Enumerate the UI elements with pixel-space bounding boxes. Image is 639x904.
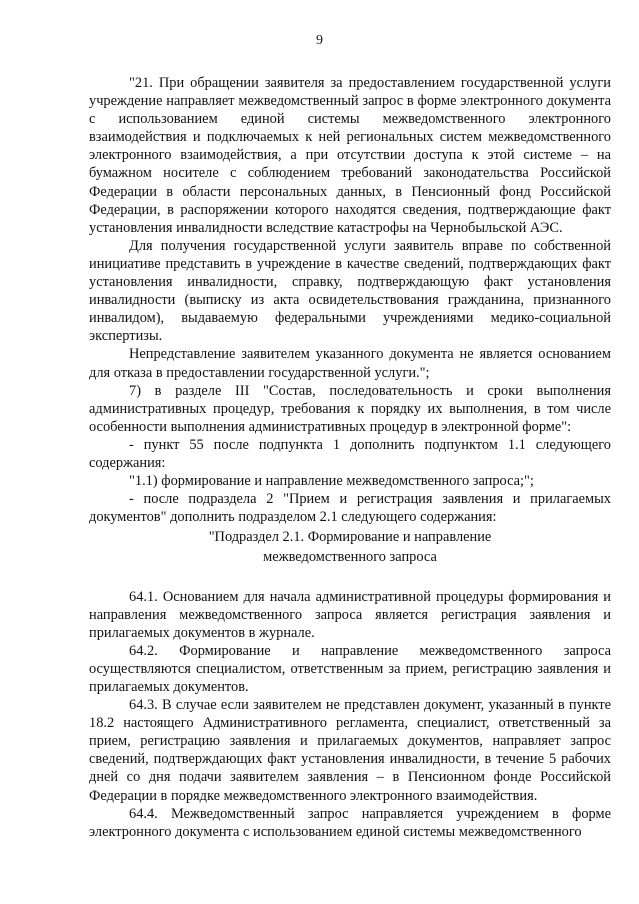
paragraph-64-3: 64.3. В случае если заявителем не представлен документ, указанный в пункте 18.2 настоящего Административного регламента, специалист, ответственный за прием, регистрацию заявления и прилагаемых документов, направляет запрос сведений, подтверждающих факт установления инвалидности, в течение 5 рабочих дней со дня подачи заявителем заявления – в Пенсионном фонде Российской Федерации в порядке межведомственного электронного взаимодействия.	[89, 697, 611, 804]
paragraph-subpoint-1-1: "1.1) формирование и направление межведомственного запроса;";	[129, 473, 534, 490]
subsection-heading-line-2: межведомственного запроса	[263, 549, 437, 566]
subsection-heading-line-1: "Подраздел 2.1. Формирование и направление	[208, 529, 492, 546]
page-number: 9	[316, 33, 323, 48]
paragraph-after-subsection-2: - после подраздела 2 "Прием и регистрация заявления и прилагаемых документов" дополнить подразделом 2.1 следующего содержания:	[89, 491, 611, 526]
paragraph-21: "21. При обращении заявителя за предоставлением государственной услуги учреждение направляет межведомственный запрос в форме электронного документа с использованием единой системы межведомственного электронного взаимодействия и подключаемых к ней региональных систем межведомственного электронного взаимодействия, а при отсутствии доступа к этой системе – на бумажном носителе с соблюдением требований законодательства Российской Федерации в области персональных данных, в Пенсионный фонд Российской Федерации, в распоряжении которого находятся сведения, подтверждающие факт установления инвалидности вследствие катастрофы на Чернобыльской АЭС.	[89, 75, 611, 236]
paragraph-64-1: 64.1. Основанием для начала административной процедуры формирования и направления межведомственного запроса является регистрация заявления и прилагаемых документов в журнале.	[89, 588, 611, 641]
paragraph-point-55: - пункт 55 после подпункта 1 дополнить подпунктом 1.1 следующего содержания:	[89, 436, 611, 471]
paragraph-non-submission: Непредставление заявителем указанного документа не является основанием для отказа в предоставлении государственной услуги.";	[89, 346, 611, 381]
paragraph-item-7: 7) в разделе III "Состав, последовательность и сроки выполнения административных процедур, требования к порядку их выполнения, в том числе особенности выполнения административных процедур в электронной форме":	[89, 382, 611, 435]
section-spacer	[89, 567, 611, 588]
paragraph-64-4: 64.4. Межведомственный запрос направляется учреждением в форме электронного документа с использованием единой системы межведомственного	[89, 805, 611, 840]
paragraph-64-2: 64.2. Формирование и направление межведомственного запроса осуществляются специалистом, ответственным за прием, регистрацию заявления и прилагаемых документов.	[89, 642, 611, 695]
document-body	[89, 74, 611, 841]
paragraph-initiative: Для получения государственной услуги заявитель вправе по собственной инициативе представить в учреждение в качестве сведений, подтверждающих факт установления инвалидности, справку, подтверждающую факт установления инвалидности (выписку из акта освидетельствования гражданина, признанного инвалидом), выдаваемую федеральными учреждениями медико-социальной экспертизы.	[89, 237, 611, 345]
